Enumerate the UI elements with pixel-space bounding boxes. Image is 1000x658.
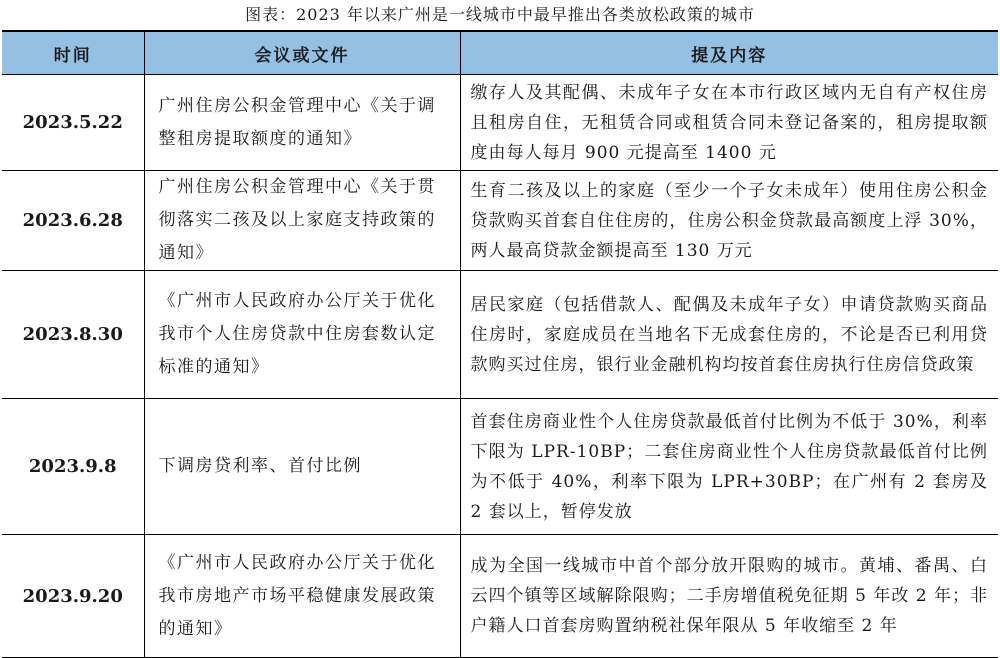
table-row (2, 171, 998, 271)
row-date: 2023.9.8 (2, 399, 144, 535)
row-content: 生育二孩及以上的家庭（至少一个子女未成年）使用住房公积金贷款购买首套自住住房的，住房公积金贷款最高额度上浮 30%，两人最高贷款金额提高至 130 万元 (460, 171, 998, 271)
row-content: 居民家庭（包括借款人、配偶及未成年子女）申请贷款购买商品住房时，家庭成员在当地名下无成套住房的，不论是否已利用贷款购买过住房，银行业金融机构均按首套住房执行住房信贷政策 (460, 271, 998, 399)
table-row (2, 535, 998, 658)
row-document: 广州住房公积金管理中心《关于贯彻落实二孩及以上家庭支持政策的通知》 (144, 171, 460, 271)
table-header-row (2, 31, 998, 75)
row-date: 2023.8.30 (2, 271, 144, 399)
table-row (2, 75, 998, 171)
row-document: 下调房贷利率、首付比例 (144, 399, 460, 535)
table-caption: 图表：2023 年以来广州是一线城市中最早推出各类放松政策的城市 (245, 5, 755, 24)
row-date: 2023.6.28 (2, 171, 144, 271)
row-document: 广州住房公积金管理中心《关于调整租房提取额度的通知》 (144, 75, 460, 171)
header-document: 会议或文件 (144, 31, 460, 75)
row-date: 2023.5.22 (2, 75, 144, 171)
row-content: 首套住房商业性个人住房贷款最低首付比例为不低于 30%，利率下限为 LPR-10BP；二套住房商业性个人住房贷款最低首付比例为不低于 40%，利率下限为 LPR+30BP；在广州有 2 套房及 2 套以上，暂停发放 (460, 399, 998, 535)
table-row (2, 399, 998, 535)
row-date: 2023.9.20 (2, 535, 144, 658)
row-content: 成为全国一线城市中首个部分放开限购的城市。黄埔、番禺、白云四个镇等区域解除限购；二手房增值税免征期 5 年改 2 年；非户籍人口首套房购置纳税社保年限从 5 年收缩至 2 年 (460, 535, 998, 658)
row-content: 缴存人及其配偶、未成年子女在本市行政区域内无自有产权住房且租房自住，无租赁合同或租赁合同未登记备案的，租房提取额度由每人每月 900 元提高至 1400 元 (460, 75, 998, 171)
table-row (2, 271, 998, 399)
row-document: 《广州市人民政府办公厅关于优化我市房地产市场平稳健康发展政策的通知》 (144, 535, 460, 658)
header-date: 时间 (2, 31, 144, 75)
policy-table (2, 30, 998, 658)
header-content: 提及内容 (460, 31, 998, 75)
row-document: 《广州市人民政府办公厅关于优化我市个人住房贷款中住房套数认定标准的通知》 (144, 271, 460, 399)
